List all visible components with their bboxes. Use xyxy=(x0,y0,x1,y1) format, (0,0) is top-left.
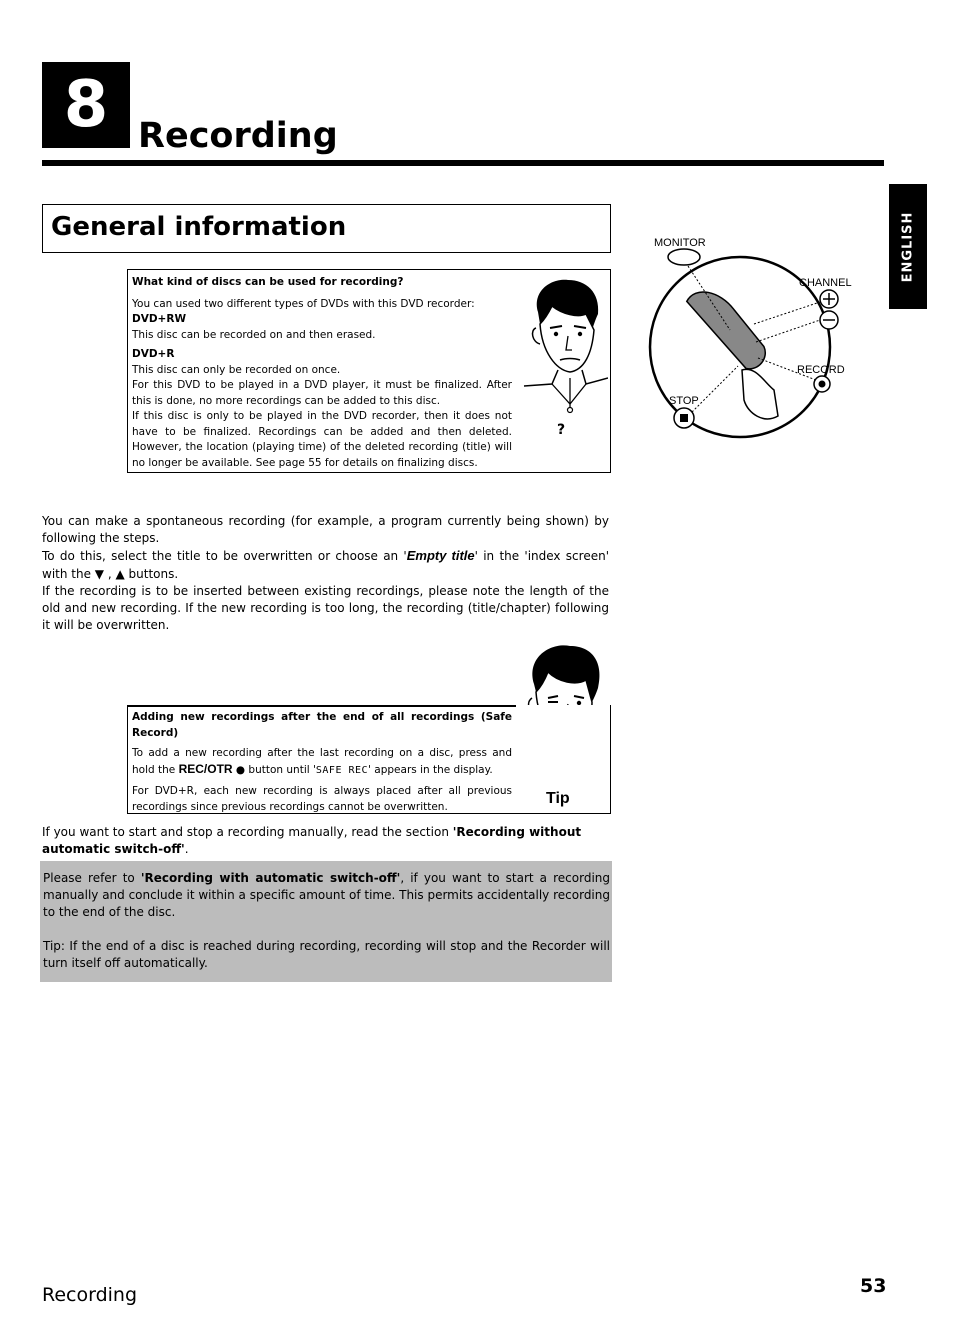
tip-label: Tip xyxy=(546,790,570,807)
footer-section-label: Recording xyxy=(42,1284,138,1306)
record-label: RECORD xyxy=(797,364,845,376)
tip-p1-text-b: button until ' xyxy=(245,764,316,776)
language-tab xyxy=(889,184,927,309)
grey-p1-text-b: , if you want to start a recording manually and conclude it within a specific amount of time. This permits accidentally recording to the end of the disc. xyxy=(43,871,611,919)
rec-otr-button-label: REC/OTR xyxy=(178,762,233,776)
question-mark: ? xyxy=(557,422,566,438)
tip-heading: Adding new recordings after the end of all recordings (Safe Record) xyxy=(132,711,512,739)
chapter-title: Recording xyxy=(138,116,338,156)
tip-box-top-rule xyxy=(128,705,516,707)
tip-p1-text-a: To add a new recording after the last recording on a disc, press and hold the xyxy=(132,747,512,776)
grey-p1-text-a: Please refer to xyxy=(43,871,141,885)
down-arrow-icon: ▼ xyxy=(94,566,105,581)
manual-text-b: . xyxy=(184,842,189,856)
channel-label: CHANNEL xyxy=(799,277,852,289)
body-p2-text-c: buttons. xyxy=(124,566,179,581)
dvdr-text-3: If this disc is only to be played in the DVD recorder, then it does not have to be finalized. Recordings can be added and then deleted. However, the location (playing time) of the deleted recording (title) will no longer be available. See page 55 for details on finalizing discs. xyxy=(132,410,512,469)
display-safe-rec: SAFE REC xyxy=(315,765,369,776)
page-number: 53 xyxy=(860,1275,887,1297)
grey-section-ref: 'Recording with automatic switch-off' xyxy=(140,871,401,885)
dvdrw-text: This disc can be recorded on and then erased. xyxy=(132,328,376,341)
disc-info-heading: What kind of discs can be used for recording? xyxy=(132,276,404,288)
up-arrow-icon: ▲ xyxy=(115,566,125,581)
grey-note-text xyxy=(43,870,610,972)
dvdr-text-2: For this DVD to be played in a DVD player, it must be finalized. After this is done, no more recordings can be added to this disc. xyxy=(132,379,512,407)
body-p2-text-a: To do this, select the title to be overwritten or choose an ' xyxy=(42,549,407,564)
chapter-rule xyxy=(42,160,884,166)
section-title: General information xyxy=(51,212,347,242)
body-p2-text-b: ' in the 'index screen' with the xyxy=(42,549,609,581)
body-paragraph-1: You can make a spontaneous recording (for example, a program currently being shown) by following the steps. xyxy=(42,514,609,546)
manual-section-ref: 'Recording without automatic switch-off' xyxy=(42,825,582,856)
body-p2-comma: , xyxy=(104,566,116,581)
manual-recording-text xyxy=(42,824,609,858)
disc-info-intro: You can used two different types of DVDs with this DVD recorder: xyxy=(132,297,475,310)
section-heading-box xyxy=(42,204,611,253)
body-paragraph-3: If the recording is to be inserted between existing recordings, please note the length of the old and new recording. If the new recording is too long, the recording (title/chapter) following it will be overwritten. xyxy=(42,583,609,633)
dvdr-label: DVD+R xyxy=(132,348,175,360)
monitor-label: MONITOR xyxy=(654,237,706,249)
tip-box xyxy=(127,705,611,814)
tip-text xyxy=(132,709,512,819)
stop-label: STOP xyxy=(669,395,699,407)
grey-note-box xyxy=(40,861,612,982)
record-dot-icon: ● xyxy=(235,764,246,776)
dvdrw-label: DVD+RW xyxy=(132,313,187,325)
remote-control-illustration xyxy=(640,230,870,445)
language-tab-label: ENGLISH xyxy=(900,211,916,282)
grey-paragraph-2: Tip: If the end of a disc is reached during recording, recording will stop and the Recorder will turn itself off automatically. xyxy=(43,939,610,970)
body-text xyxy=(42,513,609,634)
manual-text-a: If you want to start and stop a recording manually, read the section xyxy=(42,825,453,839)
questioning-face-illustration xyxy=(522,274,608,424)
tip-paragraph-2: For DVD+R, each new recording is always placed after all previous recordings since previous recordings cannot be overwritten. xyxy=(132,785,512,813)
chapter-number: 8 xyxy=(42,62,130,148)
tip-paragraph-1 xyxy=(132,745,512,779)
empty-title-label: Empty title xyxy=(406,548,475,564)
body-paragraph-2 xyxy=(42,547,609,582)
disc-info-box xyxy=(127,269,611,473)
tip-p1-text-c: ' appears in the display. xyxy=(368,764,493,776)
disc-info-text xyxy=(132,275,512,471)
dvdr-text-1: This disc can only be recorded on once. xyxy=(132,363,341,376)
